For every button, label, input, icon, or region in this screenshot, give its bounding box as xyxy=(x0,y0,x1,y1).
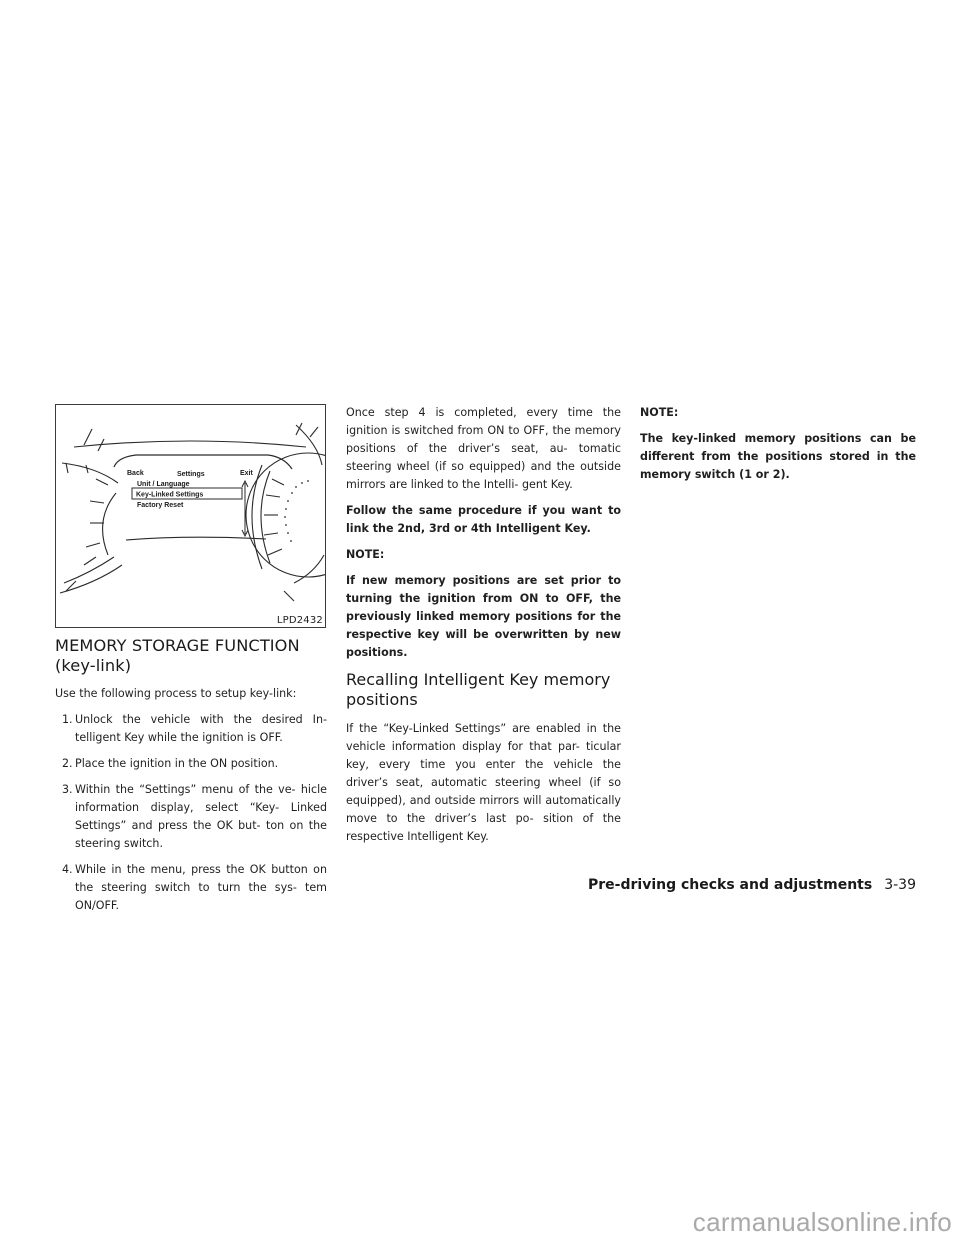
subsection-title-line2: positions xyxy=(346,690,418,709)
page-number: 3-39 xyxy=(884,877,916,893)
list-item xyxy=(55,861,327,915)
step-number: 1. xyxy=(62,713,73,726)
column-middle xyxy=(346,404,621,854)
list-item xyxy=(55,755,327,773)
column-right xyxy=(640,404,916,492)
section-title-line2: (key-link) xyxy=(55,656,132,675)
screen-exit-label: Exit xyxy=(240,470,253,477)
note-text: The key-linked memory positions can be different from the positions stored in the memory switch (1 or 2). xyxy=(640,432,916,481)
watermark: carmanualsonline.info xyxy=(692,1207,952,1237)
step-text: Within the “Settings” menu of the ve- hicle information display, select “Key- Linked Settings” and press the OK but- ton on the steering switch. xyxy=(75,783,327,850)
note-label: NOTE: xyxy=(640,406,679,419)
page-footer xyxy=(588,877,916,893)
section-title-line1: MEMORY STORAGE FUNCTION xyxy=(55,636,300,655)
step-number: 2. xyxy=(62,757,73,770)
steps-list xyxy=(55,711,327,915)
list-item xyxy=(55,781,327,853)
paragraph-recalling: If the “Key-Linked Settings” are enabled in the vehicle information display for that par- ticular key, every time you enter the vehicle the driver’s seat, automatic steering wheel (if so equipped), and outside mirrors will automatically move to the driver’s last po- sition of the respective Intelligent Key. xyxy=(346,722,621,843)
step-text: While in the menu, press the OK button on the steering switch to turn the sys- tem ON/OFF. xyxy=(75,863,327,912)
column-left xyxy=(55,404,327,923)
section-title xyxy=(55,636,327,676)
paragraph-step4-result: Once step 4 is completed, every time the ignition is switched from ON to OFF, the memory positions of the driver’s seat, au- tomatic steering wheel (if so equipped) and the outside mirrors are linked to the Intelli- gent Key. xyxy=(346,406,621,491)
footer-section-title: Pre-driving checks and adjustments xyxy=(588,877,873,893)
list-item xyxy=(55,711,327,747)
note-label: NOTE: xyxy=(346,548,385,561)
step-text: Unlock the vehicle with the desired In- telligent Key while the ignition is OFF. xyxy=(75,713,327,744)
paragraph-repeat-procedure: Follow the same procedure if you want to link the 2nd, 3rd or 4th Intelligent Key. xyxy=(346,504,621,535)
figure-label: LPD2432 xyxy=(276,615,323,626)
subsection-title xyxy=(346,670,621,710)
step-number: 4. xyxy=(62,863,73,876)
step-text: Place the ignition in the ON position. xyxy=(75,757,279,770)
screen-item-unit-language: Unit / Language xyxy=(137,481,190,488)
subsection-title-line1: Recalling Intelligent Key memory xyxy=(346,670,611,689)
screen-item-key-linked: Key-Linked Settings xyxy=(136,491,204,499)
step-number: 3. xyxy=(62,783,73,796)
note-text: If new memory positions are set prior to turning the ignition from ON to OFF, the previously linked memory positions for the respective key will be overwritten by new positions. xyxy=(346,574,621,659)
screen-title: Settings xyxy=(177,471,205,478)
intro-text: Use the following process to setup key-link: xyxy=(55,687,297,700)
cluster-illustration xyxy=(56,405,325,627)
screen-item-factory-reset: Factory Reset xyxy=(137,502,184,509)
screen-back-label: Back xyxy=(127,470,144,477)
instrument-cluster-figure xyxy=(55,404,326,628)
